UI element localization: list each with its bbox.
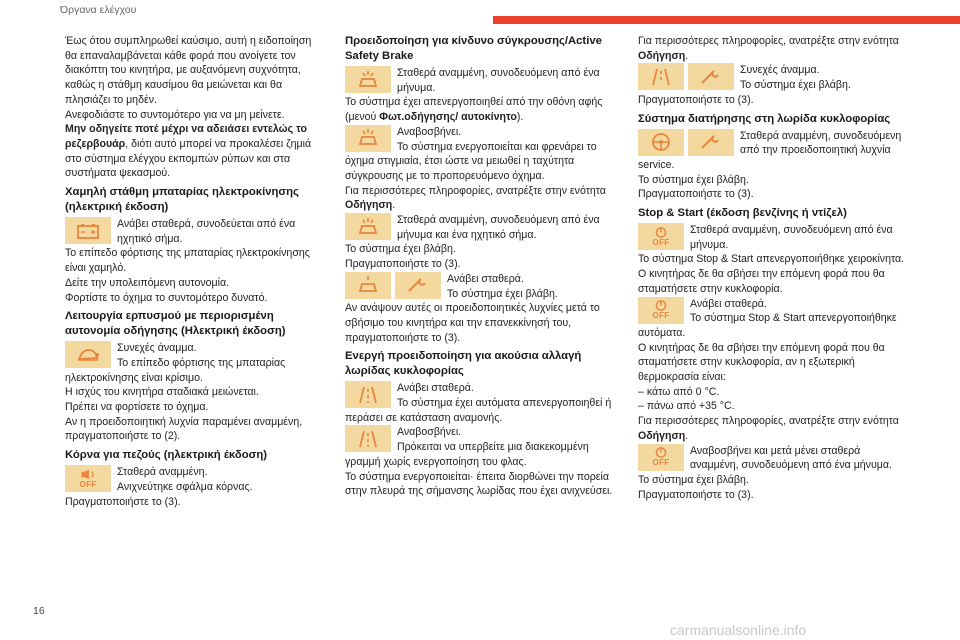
more-info-c: . [392, 199, 396, 212]
collision-icon4-text-2: Το σύστημα έχει βλάβη. [447, 287, 558, 300]
stop-start-line-8: Πραγματοποιήστε το (3). [638, 488, 754, 501]
header-title: Όργανα ελέγχου [60, 4, 137, 16]
collision-wrench-icons [345, 272, 441, 299]
low-battery-icon-text: Ανάβει σταθερά, συνοδεύεται από ένα ηχητικό σήμα. [117, 218, 296, 245]
off-label: OFF [652, 458, 670, 468]
creep-line-3: Αν η προειδοποιητική λυχνία παραμένει αναμμένη, πραγματοποιήστε το (2). [65, 415, 303, 443]
ss-more-info-a: Για περισσότερες πληροφορίες, ανατρέξτε στην ενότητα [638, 415, 899, 428]
low-battery-heading: Χαμηλή στάθμη μπαταρίας ηλεκτροκίνησης (ηλεκτρική έκδοση) [65, 186, 299, 214]
lane-keeping-heading: Σύστημα διατήρησης στη λωρίδα κυκλοφορίας [638, 112, 891, 125]
lane-departure-icon [345, 381, 391, 408]
column-1 [65, 34, 320, 509]
stop-start-off-icon-3 [638, 444, 684, 471]
stop-start-line-2: Ο κινητήρας δε θα σβήσει την επόμενη φορά που θα σταματήσετε στην κυκλοφορία. [638, 268, 885, 295]
col3-more-info-a: Για περισσότερες πληροφορίες, ανατρέξτε στην ενότητα [638, 35, 899, 47]
stop-start-off-icon [638, 223, 684, 250]
col3-more-info-c: . [685, 49, 689, 62]
lane-line-1: Το σύστημα ενεργοποιείται· έπειτα διορθώνει την πορεία στην πλευρά της σήμανσης λωρίδας που έχει ανιχνεύσει. [345, 470, 613, 498]
turtle-icon [65, 341, 111, 368]
lane-flash-text-1: Αναβοσβήνει. [397, 426, 462, 439]
collision-flash-text-1: Αναβοσβήνει. [397, 125, 462, 138]
lane-departure-flashing-icon [345, 425, 391, 452]
wrench-icon [688, 129, 734, 156]
creep-line-1: Η ισχύς του κινητήρα σταδιακά μειώνεται. [65, 386, 259, 399]
lane-wrench-icons [638, 63, 734, 90]
stop-start-icon2-text-1: Ανάβει σταθερά. [690, 297, 767, 310]
stop-start-heading: Stop & Start (έκδοση βενζίνης ή ντίζελ) [638, 207, 847, 220]
lane-flash-text-2: Πρόκειται να υπερβείτε μια διακεκομμένη γραμμή χωρίς ενεργοποίηση του φλας. [345, 441, 589, 468]
stop-start-off-icon-2 [638, 297, 684, 324]
lane-icon-text-1: Ανάβει σταθερά. [397, 382, 474, 395]
stop-start-line-5: – πάνω από +35 °C. [638, 400, 735, 413]
lane-keeping-icons [638, 129, 734, 156]
collision-line-4: Πραγματοποιήστε το (3). [345, 258, 461, 271]
stop-start-line-1: Το σύστημα Stop & Start απενεργοποιήθηκε χειροκίνητα. [638, 253, 905, 266]
steering-wheel-icon [638, 129, 684, 156]
pedestrian-horn-heading: Κόρνα για πεζούς (ηλεκτρική έκδοση) [65, 449, 268, 462]
col3-icon0-text-2: Το σύστημα έχει βλάβη. [740, 79, 851, 92]
more-info-link: Οδήγηση [345, 199, 393, 212]
more-info-a: Για περισσότερες πληροφορίες, ανατρέξτε στην ενότητα [345, 184, 606, 197]
stop-start-icon-text: Σταθερά αναμμένη, συνοδευόμενη από ένα μήνυμα. [690, 224, 893, 251]
collision-line-3: Το σύστημα έχει βλάβη. [345, 243, 456, 256]
stop-start-icon2-text-2: Το σύστημα Stop & Start απενεργοποιήθηκε αυτόματα. [638, 312, 897, 339]
collision-flash-text-2: Το σύστημα ενεργοποιείται και φρενάρει το όχημα στιγμιαία, έτσι ώστε να μειωθεί η ταχύτητα σύγκρουσης με το προπορευόμενο όχημα. [345, 140, 597, 182]
lane-keeping-line-2: Πραγματοποιήστε το (3). [638, 188, 754, 201]
collision-line-5: Αν ανάψουν αυτές οι προειδοποιητικές λυχνίες μετά το σβήσιμο του κινητήρα και την επανεκκίνησή του, πραγματοποιήστε το (3). [345, 302, 600, 344]
wrench-icon [395, 272, 441, 299]
low-battery-line-2: Δείτε την υπολειπόμενη αυτονομία. [65, 276, 230, 289]
collision-flashing-icon [345, 125, 391, 152]
creep-line-2: Πρέπει να φορτίσετε το όχημα. [65, 401, 209, 414]
collision-disabled-text [345, 95, 623, 124]
collision-disabled-menu: Φωτ.οδήγησης/ αυτοκίνητο [379, 111, 517, 124]
col3-more-info-link: Οδήγηση [638, 49, 686, 62]
fuel-warning-text: Έως ότου συμπληρωθεί καύσιμο, αυτή η ειδοποίηση θα επαναλαμβάνεται κάθε φορά που ανοίγετε τον διακόπτη του κινητήρα, με αυξανόμενη συχνότητα, καθώς η στάθμη καυσίμου θα μειώνεται και θα πλησιάζει το μηδέν. [65, 35, 312, 106]
lane-departure-icon-small [638, 63, 684, 90]
creep-mode-heading: Λειτουργία ερπυσμού με περιορισμένη αυτονομία οδήγησης (Ηλεκτρική έκδοση) [65, 310, 286, 338]
lane-departure-heading: Ενεργή προειδοποίηση για ακούσια αλλαγή λωρίδας κυκλοφορίας [345, 350, 582, 378]
collision-icon-text: Σταθερά αναμμένη, συνοδευόμενη από ένα μήνυμα. [397, 67, 600, 94]
ss-more-info-c: . [685, 429, 689, 442]
stop-start-icon3-text: Αναβοσβήνει και μετά μένει σταθερά αναμμένη, συνοδευόμενη από ένα μήνυμα. [690, 444, 892, 472]
stop-start-line-3: Ο κινητήρας δε θα σβήσει την επόμενη φορά που θα σταματήσετε στην κυκλοφορία, αν η εξωτερική θερμοκρασία είναι: [638, 341, 885, 384]
lane-keeping-icon-text: Σταθερά αναμμένη, συνοδευόμενη από την προειδοποιητική λυχνία service. [638, 129, 902, 171]
never-drive-empty-text [65, 122, 320, 181]
column-2 [345, 34, 623, 499]
wrench-icon [688, 63, 734, 90]
collision-icon4-text-1: Ανάβει σταθερά. [447, 272, 524, 285]
off-label: OFF [652, 237, 670, 247]
never-drive-bold: Μην οδηγείτε ποτέ μέχρι να αδειάσει εντελώς το ρεζερβουάρ [65, 123, 307, 150]
collision-warning-heading: Προειδοποίηση για κίνδυνο σύγκρουσης/Active Safety Brake [345, 35, 602, 62]
column-3 [638, 34, 908, 502]
off-label: OFF [652, 311, 670, 321]
off-label: OFF [79, 479, 97, 489]
horn-icon-text-2: Ανιχνεύτηκε σφάλμα κόρνας. [117, 480, 253, 493]
never-drive-rest: , διότι αυτό μπορεί να προκαλέσει ζημιά στο σύστημα ελέγχου εκπομπών ρύπων και στα συστήματα ψεκασμού. [65, 137, 312, 180]
lane-icon-text-2: Το σύστημα έχει αυτόματα απενεργοποιηθεί ή περάσει σε κατάσταση αναμονής. [345, 397, 612, 424]
ss-more-info-link: Οδήγηση [638, 429, 686, 442]
collision-disabled-c: ). [516, 111, 524, 124]
collision-disabled-a: Το σύστημα έχει απενεργοποιηθεί από την οθόνη αφής (μενού [345, 96, 603, 124]
stop-start-line-7: Το σύστημα έχει βλάβη. [638, 473, 749, 486]
collision-fault-text: Σταθερά αναμμένη, συνοδευόμενη από ένα μήνυμα και ένα ηχητικό σήμα. [397, 214, 600, 241]
creep-icon-text-2: Το επίπεδο φόρτισης της μπαταρίας ηλεκτροκίνησης είναι κρίσιμο. [65, 356, 286, 384]
low-battery-line-3: Φορτίστε το όχημα το συντομότερο δυνατό. [65, 291, 268, 304]
collision-more-info [345, 184, 623, 213]
col3-icon0-text-1: Συνεχές άναμμα. [740, 64, 820, 77]
watermark: carmanualsonline.info [670, 622, 807, 638]
page-number: 16 [33, 605, 45, 617]
stop-start-line-4: – κάτω από 0 °C. [638, 385, 720, 398]
horn-icon-text-1: Σταθερά αναμμένη. [117, 466, 208, 479]
creep-icon-text-1: Συνεχές άναμμα. [117, 342, 197, 355]
low-battery-line-1: Το επίπεδο φόρτισης της μπαταρίας ηλεκτροκίνησης είναι χαμηλό. [65, 247, 310, 275]
collision-warning-icon-small [345, 272, 391, 299]
battery-icon [65, 217, 111, 244]
pedestrian-horn-off-icon [65, 465, 111, 492]
refuel-text: Ανεφοδιάστε το συντομότερο για να μη μείνετε. [65, 108, 285, 121]
header-accent-bar [493, 16, 960, 24]
collision-warning-icon [345, 66, 391, 93]
collision-fault-icon [345, 213, 391, 240]
col3-more-info [638, 34, 908, 63]
lane-keeping-line-1: Το σύστημα έχει βλάβη. [638, 173, 749, 186]
col3-line-0d: Πραγματοποιήστε το (3). [638, 93, 754, 106]
horn-line-1: Πραγματοποιήστε το (3). [65, 495, 181, 508]
stop-start-more-info [638, 414, 908, 443]
